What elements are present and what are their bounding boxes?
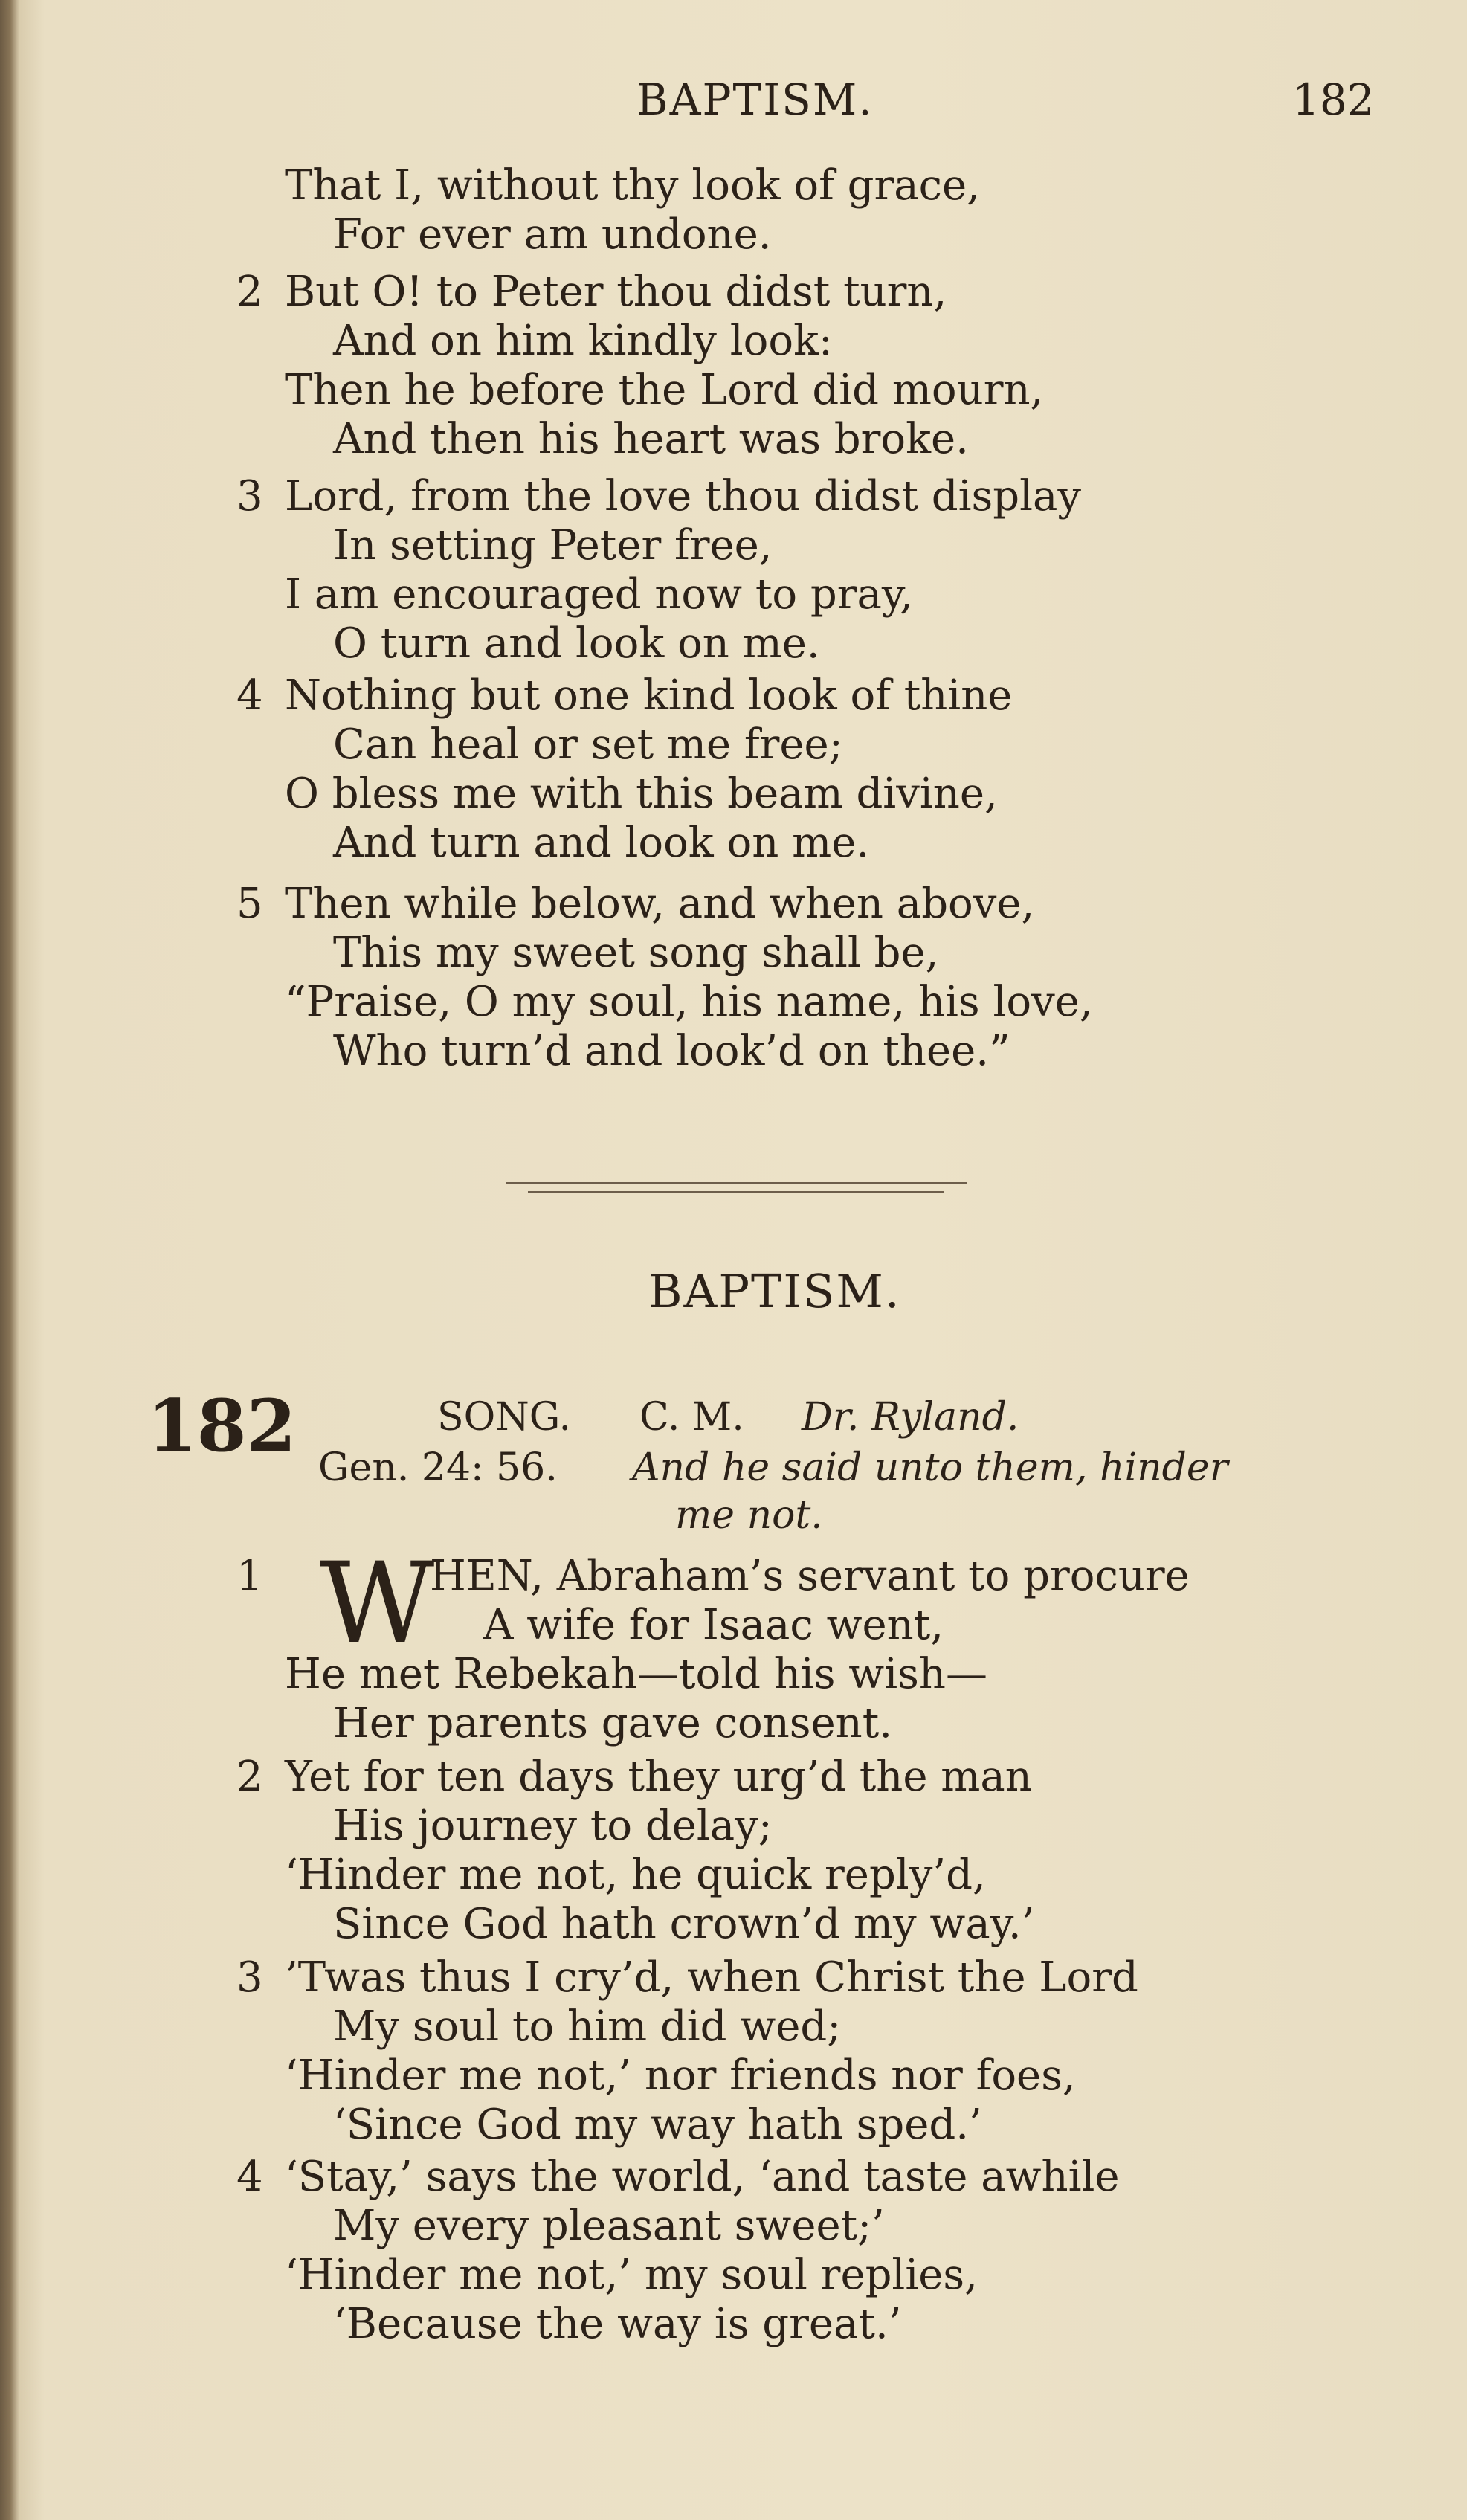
stanza-number: 3 [236, 1953, 263, 2002]
verse-line: O turn and look on me. [333, 619, 820, 668]
verse-line: A wife for Isaac went, [483, 1601, 944, 1649]
divider-line [506, 1182, 967, 1184]
section-title: BAPTISM. [648, 1264, 901, 1318]
page-number: 182 [1292, 74, 1375, 125]
verse-line: His journey to delay; [333, 1802, 773, 1850]
verse-line: ‘Hinder me not,’ nor friends nor foes, [285, 2052, 1076, 2100]
hymn-number: 182 [147, 1384, 297, 1468]
section-divider [506, 1182, 967, 1197]
verse-line: HEN, Abraham’s servant to procure [430, 1552, 1190, 1600]
stanza-number: 4 [236, 671, 263, 720]
verse-line: And then his heart was broke. [333, 415, 969, 463]
scripture-text: And he said unto them, hinder [632, 1446, 1228, 1490]
verse-line: This my sweet song shall be, [333, 929, 939, 977]
stanza-number: 2 [236, 268, 263, 316]
stanza-number: 5 [236, 880, 263, 928]
verse-line: ‘Hinder me not,’ my soul replies, [285, 2251, 978, 2299]
verse-line: Her parents gave consent. [333, 1699, 893, 1747]
verse-line: For ever am undone. [333, 210, 772, 259]
verse-line: He met Rebekah—told his wish— [285, 1650, 987, 1698]
verse-line: ‘Because the way is great.’ [333, 2300, 902, 2348]
verse-line: ‘Stay,’ says the world, ‘and taste awhile [285, 2153, 1120, 2201]
verse-line: Who turn’d and look’d on thee.” [333, 1027, 1010, 1075]
author: Dr. Ryland. [802, 1395, 1019, 1440]
stanza-number: 4 [236, 2153, 263, 2201]
verse-line: Then while below, and when above, [285, 880, 1035, 928]
verse-line: Yet for ten days they urg’d the man [285, 1753, 1032, 1801]
divider-line [528, 1191, 944, 1193]
verse-line: ‘Since God my way hath sped.’ [333, 2101, 982, 2149]
verse-line: My every pleasant sweet;’ [333, 2202, 885, 2250]
verse-line: Lord, from the love thou didst display [285, 472, 1082, 521]
verse-line: I am encouraged now to pray, [285, 570, 913, 619]
verse-line: My soul to him did wed; [333, 2002, 842, 2051]
stanza-number: 1 [236, 1552, 263, 1600]
meter: C. M. [639, 1395, 744, 1440]
verse-line: But O! to Peter thou didst turn, [285, 268, 947, 316]
running-title: BAPTISM. [636, 74, 874, 125]
scripture-text: me not. [675, 1493, 823, 1538]
verse-line: Can heal or set me free; [333, 721, 843, 769]
verse-line: Then he before the Lord did mourn, [285, 366, 1044, 414]
stanza-number: 2 [236, 1753, 263, 1801]
scripture-reference: Gen. 24: 56. [318, 1446, 558, 1490]
verse-line: And on him kindly look: [333, 317, 833, 365]
verse-line: Since God hath crown’d my way.’ [333, 1900, 1035, 1948]
verse-line: ’Twas thus I cry’d, when Christ the Lord [285, 1953, 1138, 2002]
tune-name: SONG. [437, 1395, 571, 1440]
verse-line: And turn and look on me. [333, 819, 870, 867]
verse-line: O bless me with this beam divine, [285, 770, 998, 818]
stanza-number: 3 [236, 472, 263, 521]
verse-line: Nothing but one kind look of thine [285, 671, 1013, 720]
drop-cap: W [320, 1539, 435, 1669]
page-header [0, 74, 1467, 134]
verse-line: “Praise, O my soul, his name, his love, [285, 978, 1093, 1026]
verse-line: ‘Hinder me not, he quick reply’d, [285, 1851, 986, 1899]
verse-line: In setting Peter free, [333, 521, 773, 570]
verse-line: That I, without thy look of grace, [285, 161, 980, 210]
